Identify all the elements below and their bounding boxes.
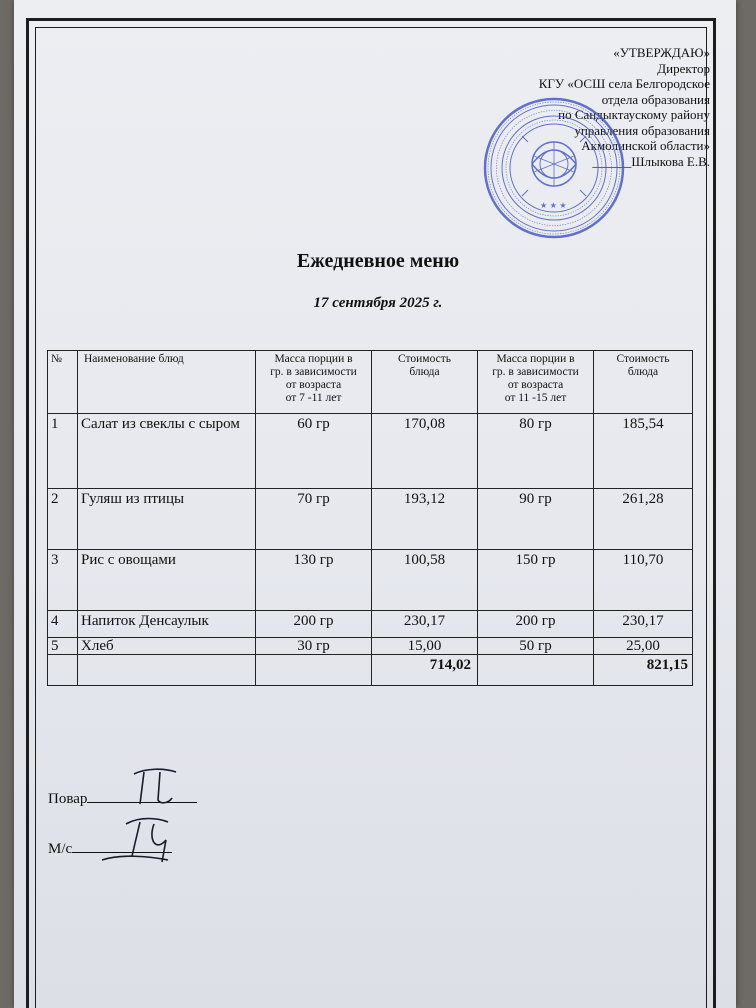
row-num: 4	[48, 611, 78, 638]
table-row	[48, 638, 693, 655]
row-num: 1	[48, 414, 78, 489]
header-cost-11-15: Стоимость блюда	[594, 351, 693, 414]
dish-name: Гуляш из птицы	[78, 489, 256, 550]
mass-11-15: 150 гр	[478, 550, 594, 611]
header-mass-11-15: Масса порции в гр. в зависимости от возраста от 11 -15 лет	[478, 351, 594, 414]
table-row	[48, 414, 693, 489]
approval-line: отдела образования	[601, 91, 710, 107]
header-mass-7-11: Масса порции в гр. в зависимости от возраста от 7 -11 лет	[256, 351, 372, 414]
cost-7-11: 100,58	[372, 550, 478, 611]
cook-label: Повар	[48, 791, 88, 807]
cost-11-15: 25,00	[594, 638, 693, 655]
table-row	[48, 550, 693, 611]
mass-11-15: 50 гр	[478, 638, 594, 655]
mass-7-11: 70 гр	[256, 489, 372, 550]
cost-11-15: 230,17	[594, 611, 693, 638]
nurse-signature-icon	[96, 810, 186, 872]
cost-11-15: 185,54	[594, 414, 693, 489]
menu-date: 17 сентября 2025 г.	[313, 295, 443, 311]
approval-line: КГУ «ОСШ села Белгородское	[538, 76, 710, 91]
cost-7-11: 15,00	[372, 638, 478, 655]
cost-7-11: 230,17	[372, 611, 478, 638]
cost-7-11: 170,08	[372, 414, 478, 489]
nurse-label: М/с	[48, 841, 73, 857]
cost-11-15: 261,28	[594, 489, 693, 550]
header-num: №	[48, 351, 78, 414]
row-num: 3	[48, 550, 78, 611]
totals-row	[48, 655, 693, 686]
menu-table	[47, 350, 693, 686]
mass-11-15: 80 гр	[478, 414, 594, 489]
mass-11-15: 90 гр	[478, 489, 594, 550]
cost-7-11: 193,12	[372, 489, 478, 550]
dish-name: Салат из свеклы с сыром	[78, 414, 256, 489]
dish-name: Хлеб	[78, 638, 256, 655]
total-cost-11-15: 821,15	[594, 655, 693, 686]
mass-7-11: 200 гр	[256, 611, 372, 638]
approval-line: ______Шлыкова Е.В.	[592, 153, 710, 169]
cook-signature-icon	[120, 760, 200, 810]
official-seal-icon	[482, 96, 627, 241]
row-num: 5	[48, 638, 78, 655]
table-row	[48, 611, 693, 638]
row-num: 2	[48, 489, 78, 550]
mass-7-11: 130 гр	[256, 550, 372, 611]
approval-line: по Сандыктаускому району	[558, 107, 710, 122]
svg-text:★ ★ ★: ★ ★ ★	[540, 201, 567, 210]
mass-7-11: 60 гр	[256, 414, 372, 489]
approval-line: Директор	[657, 60, 710, 76]
approval-line: управления образования	[574, 122, 710, 138]
header-cost-7-11: Стоимость блюда	[372, 351, 478, 414]
cost-11-15: 110,70	[594, 550, 693, 611]
approval-line: «УТВЕРЖДАЮ»	[613, 45, 710, 60]
table-row	[48, 489, 693, 550]
page-title: Ежедневное меню	[296, 250, 460, 272]
approval-line: Акмолинской области»	[581, 138, 710, 153]
mass-7-11: 30 гр	[256, 638, 372, 655]
header-name: Наименование блюд	[78, 351, 256, 414]
dish-name: Рис с овощами	[78, 550, 256, 611]
table-header-row	[48, 351, 693, 414]
dish-name: Напиток Денсаулык	[78, 611, 256, 638]
mass-11-15: 200 гр	[478, 611, 594, 638]
total-cost-7-11: 714,02	[372, 655, 478, 686]
